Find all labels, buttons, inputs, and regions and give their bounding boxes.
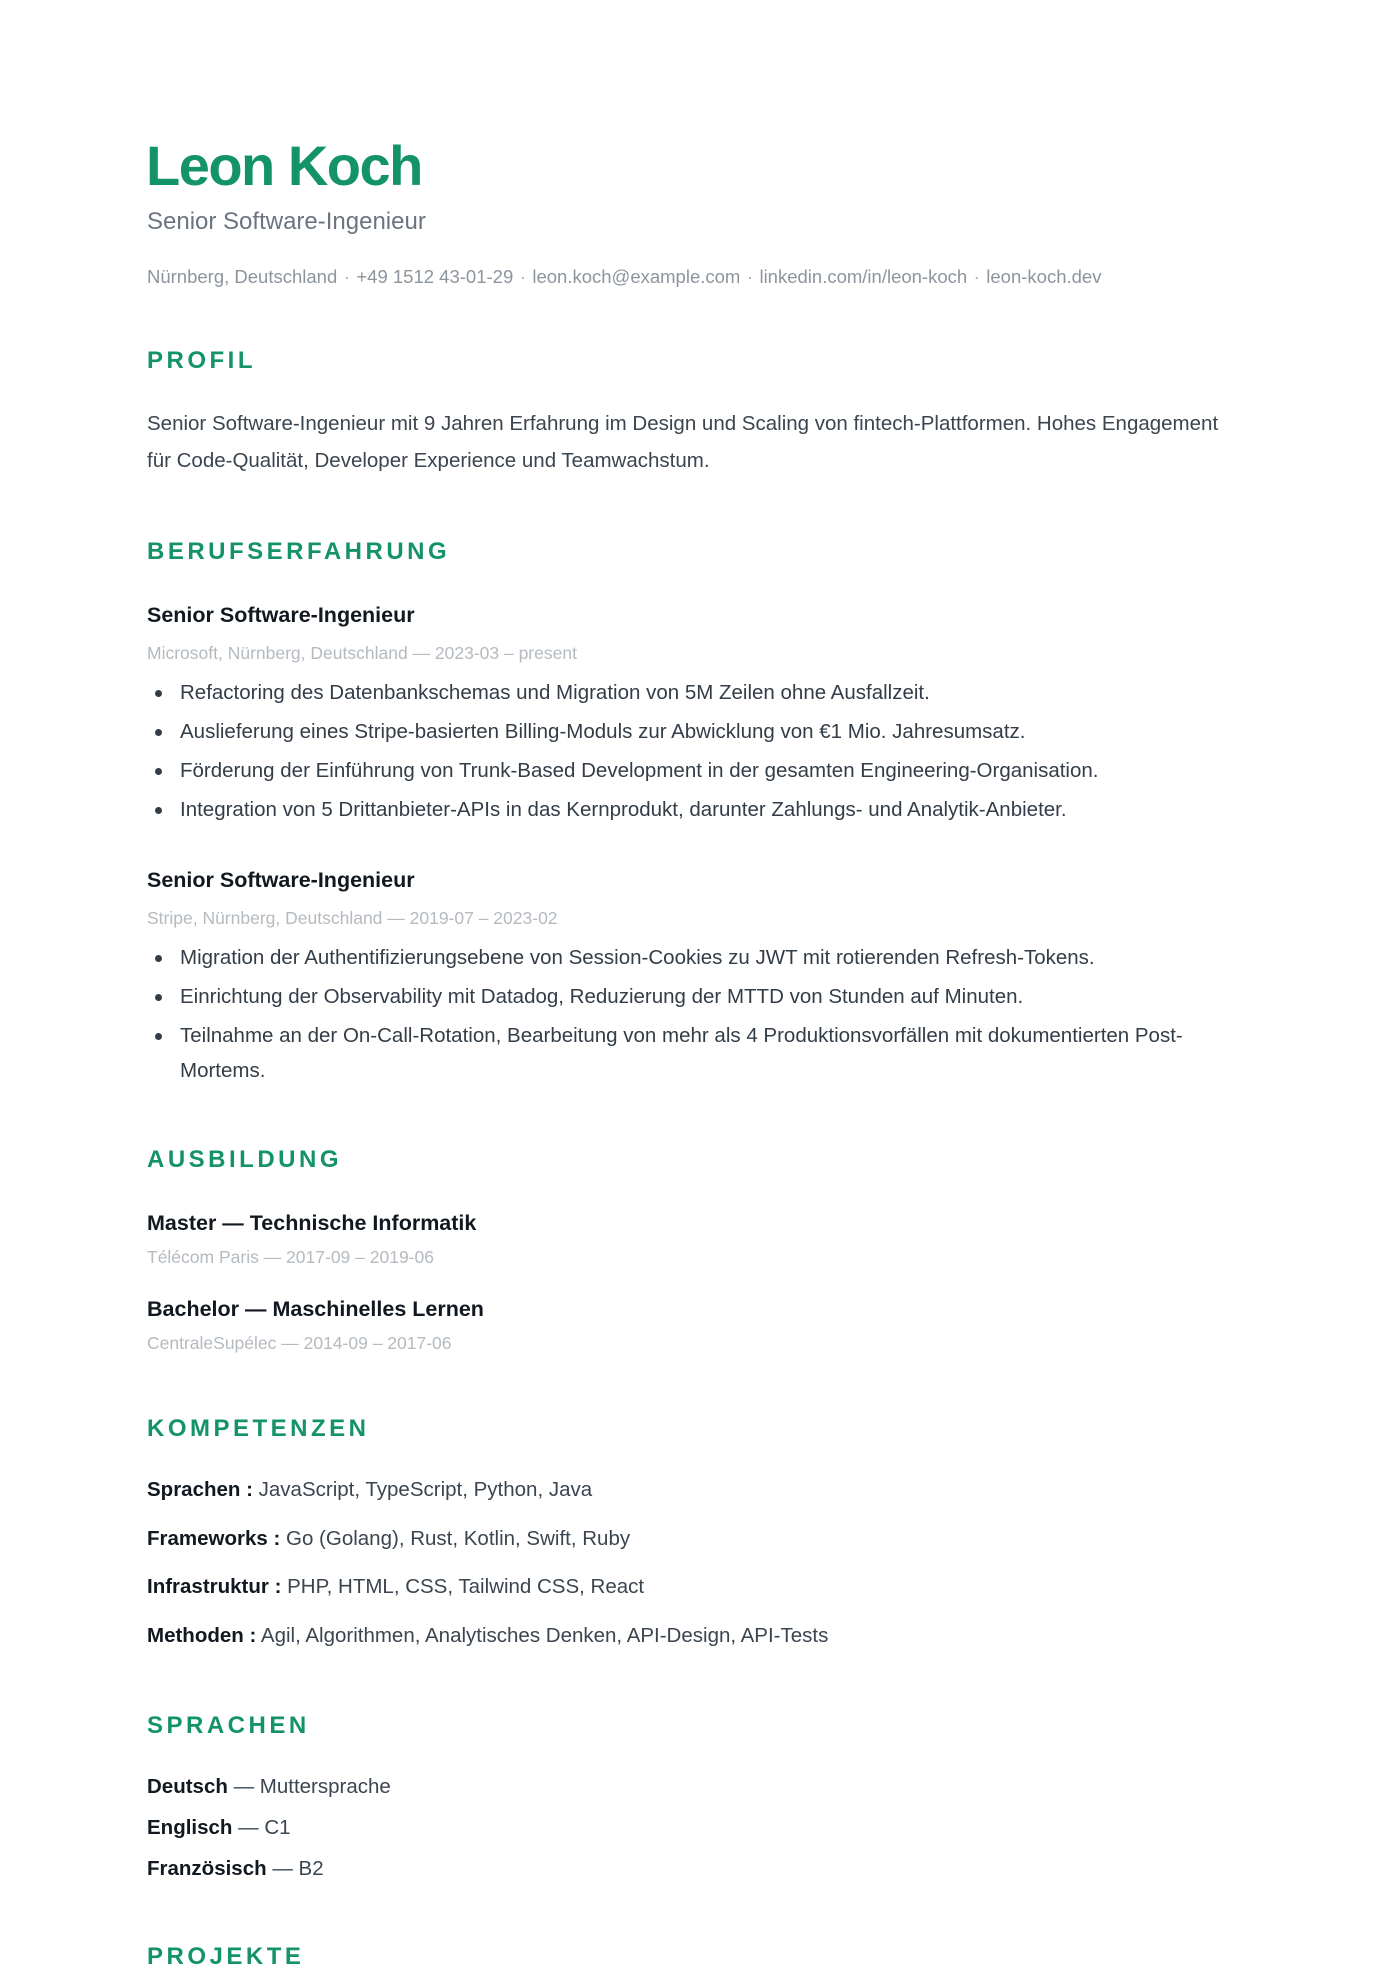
- bullet-item: [147, 940, 1227, 975]
- bullet-dot: [155, 729, 162, 736]
- language-level: — B2: [272, 1857, 324, 1880]
- candidate-name: Leon Koch: [146, 134, 422, 197]
- bullet-text: Einrichtung der Observability mit Datadog, Reduzierung der MTTD von Stunden auf Minuten.: [180, 985, 1024, 1008]
- bullet-dot: [155, 768, 162, 775]
- contact-email[interactable]: leon.koch@example.com: [532, 266, 741, 287]
- bullet-text: Auslieferung eines Stripe-basierten Billing-Moduls zur Abwicklung von €1 Mio. Jahresumsatz.: [180, 720, 1026, 743]
- job-title: Senior Software-Ingenieur: [147, 603, 415, 627]
- bullet-text: Refactoring des Datenbankschemas und Migration von 5M Zeilen ohne Ausfallzeit.: [180, 681, 930, 704]
- skill-value: JavaScript, TypeScript, Python, Java: [258, 1478, 593, 1501]
- skill-row: [147, 1524, 630, 1554]
- contact-separator: ·: [519, 266, 526, 287]
- skill-row: [147, 1475, 592, 1505]
- bullet-item: [147, 1018, 1227, 1088]
- contact-phone: +49 1512 43-01-29: [356, 266, 514, 287]
- skill-label: Methoden :: [147, 1624, 257, 1647]
- skill-label: Infrastruktur :: [147, 1575, 282, 1598]
- language-name: Französisch: [147, 1857, 267, 1880]
- language-level: — C1: [238, 1816, 291, 1839]
- bullet-dot: [155, 807, 162, 814]
- degree-meta: CentraleSupélec — 2014-09 – 2017-06: [147, 1333, 452, 1353]
- skill-label: Sprachen :: [147, 1478, 253, 1501]
- skill-row: [147, 1572, 644, 1602]
- bullet-text: Migration der Authentifizierungsebene von Session-Cookies zu JWT mit rotierenden Refresh-Tokens.: [180, 946, 1095, 969]
- candidate-title: Senior Software-Ingenieur: [147, 208, 426, 235]
- language-row: [147, 1854, 324, 1884]
- section-heading-education: AUSBILDUNG: [147, 1146, 342, 1173]
- bullet-dot: [155, 1033, 162, 1040]
- degree-title: Bachelor — Maschinelles Lernen: [147, 1297, 484, 1321]
- section-heading-profile: PROFIL: [147, 347, 256, 374]
- bullet-item: [147, 714, 1227, 749]
- bullet-item: [147, 753, 1227, 788]
- job-meta: Microsoft, Nürnberg, Deutschland — 2023-03 – present: [147, 643, 577, 663]
- section-heading-skills: KOMPETENZEN: [147, 1415, 370, 1442]
- skill-value: Agil, Algorithmen, Analytisches Denken, API-Design, API-Tests: [260, 1624, 829, 1647]
- contact-website[interactable]: leon-koch.dev: [986, 266, 1102, 287]
- job-bullets: [147, 940, 1227, 1092]
- section-heading-languages: SPRACHEN: [147, 1712, 310, 1739]
- bullet-dot: [155, 955, 162, 962]
- bullet-text: Teilnahme an der On-Call-Rotation, Bearbeitung von mehr als 4 Produktionsvorfällen mit dokumentierten Post-Mortems.: [180, 1024, 1183, 1082]
- bullet-text: Förderung der Einführung von Trunk-Based Development in der gesamten Engineering-Organisation.: [180, 759, 1099, 782]
- contact-separator: ·: [343, 266, 350, 287]
- language-level: — Muttersprache: [233, 1775, 391, 1798]
- bullet-dot: [155, 994, 162, 1001]
- bullet-item: [147, 792, 1227, 827]
- bullet-item: [147, 675, 1227, 710]
- contact-location: Nürnberg, Deutschland: [147, 266, 338, 287]
- bullet-item: [147, 979, 1227, 1014]
- degree-meta: Télécom Paris — 2017-09 – 2019-06: [147, 1247, 434, 1267]
- skill-label: Frameworks :: [147, 1527, 281, 1550]
- language-row: [147, 1813, 291, 1843]
- profile-summary: Senior Software-Ingenieur mit 9 Jahren Erfahrung im Design und Scaling von fintech-Plattformen. Hohes Engagement für Code-Qualität, Developer Experience und Teamwachstum.: [147, 412, 1219, 472]
- skill-value: Go (Golang), Rust, Kotlin, Swift, Ruby: [286, 1527, 631, 1550]
- section-heading-experience: BERUFSERFAHRUNG: [147, 538, 451, 565]
- contact-line: [147, 262, 1101, 292]
- bullet-dot: [155, 690, 162, 697]
- language-row: [147, 1772, 391, 1802]
- contact-separator: ·: [973, 266, 980, 287]
- skill-value: PHP, HTML, CSS, Tailwind CSS, React: [287, 1575, 645, 1598]
- contact-linkedin[interactable]: linkedin.com/in/leon-koch: [759, 266, 968, 287]
- bullet-text: Integration von 5 Drittanbieter-APIs in das Kernprodukt, darunter Zahlungs- und Analytik-Anbieter.: [180, 798, 1067, 821]
- language-name: Englisch: [147, 1816, 233, 1839]
- section-heading-projects: PROJEKTE: [147, 1943, 305, 1970]
- contact-separator: ·: [746, 266, 753, 287]
- degree-title: Master — Technische Informatik: [147, 1211, 477, 1235]
- language-name: Deutsch: [147, 1775, 228, 1798]
- job-bullets: [147, 675, 1227, 831]
- job-meta: Stripe, Nürnberg, Deutschland — 2019-07 – 2023-02: [147, 908, 558, 928]
- job-title: Senior Software-Ingenieur: [147, 868, 415, 892]
- skill-row: [147, 1621, 828, 1651]
